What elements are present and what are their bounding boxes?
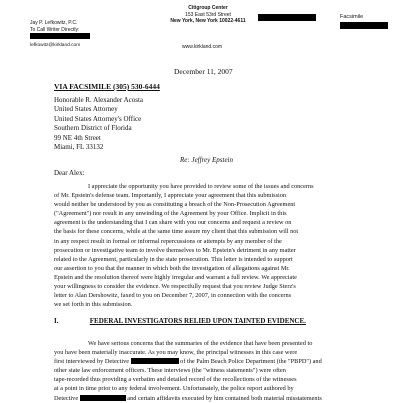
paragraph-line: we set forth in this submission. <box>54 301 133 309</box>
text-fragment: of the Palm Beach Police Department (the "PBPD") and <box>180 358 322 366</box>
addressee-line: United States Attorney <box>54 105 118 114</box>
paragraph-line: letter to Alan Dershowitz, faxed to you on December 7, 2007, in connection with the concerns <box>54 292 292 300</box>
paragraph-line: the basis for these concerns, while at the same time assure my client that this submission will not <box>54 228 299 236</box>
paragraph-line: our assertion to you that the manner in which both the investigation of allegations against Mr. <box>54 264 290 272</box>
paragraph-line: agreement is the understanding that I can share with you our concerns and request a review on <box>54 219 292 227</box>
redaction-bar <box>131 358 179 364</box>
paragraph-line: I appreciate the opportunity you have provided to review some of the issues and concerns <box>88 183 314 190</box>
redaction-bar <box>258 14 316 21</box>
paragraph-2 <box>54 339 366 403</box>
paragraph-line: tape-recorded thus providing a verbatim and detailed record of the recollections of the witnesses <box>54 376 297 384</box>
paragraph-line: prosecution or investigative team to involve themselves to Mr. Epstein's detriment in any matter <box>54 246 296 254</box>
paragraph-line: other state law enforcement officers. These interviews (the "witness statements") were often <box>54 367 286 375</box>
salutation: Dear Alex: <box>54 169 85 177</box>
facsimile-label: Facsimile <box>340 14 364 20</box>
re-subject: Jeffrey Epstein <box>191 156 233 164</box>
addressee-line: Southern District of Florida <box>54 124 132 133</box>
text-fragment: and certain affidavits executed by him contained both material misstatements <box>127 394 322 402</box>
letterhead-line: 153 East 53rd Street <box>185 11 231 18</box>
paragraph-1 <box>54 182 366 309</box>
addressee-line: United States Attorney's Office <box>54 114 142 123</box>
redaction-bar <box>30 33 90 39</box>
paragraph-line: in any respect result in formal or informal repercussions or attempts by any member of the <box>54 237 282 245</box>
sender-email: lefkowitz@kirkland.com <box>30 42 81 48</box>
paragraph-line: your willingness to consider the evidence. We respectfully request that you review Judge Sterz's <box>54 283 296 291</box>
text-fragment: Detective <box>54 394 79 402</box>
sender-phone-redaction-row <box>30 33 90 40</box>
via-facsimile-line: VIA FACSIMILE (305) 530-6444 <box>54 82 160 91</box>
section-number: I. <box>54 317 59 325</box>
addressee-line: 99 NE 4th Street <box>54 133 101 142</box>
re-label: Re: <box>180 156 190 164</box>
letterhead-line: New York, New York 10022-4611 <box>170 18 246 24</box>
re-line <box>180 156 233 164</box>
letterhead-website: www.kirkland.com <box>182 44 223 50</box>
letterhead-line: Citigroup Center <box>188 5 228 11</box>
section-heading <box>54 317 306 325</box>
sender-block <box>30 20 90 49</box>
paragraph-line: ("Agreement") nor result in any unwinding of the Agreement by your Office. Implicit in this <box>54 210 287 218</box>
paragraph-line: Epstein and the resolution thereof were highly irregular and warrant a full review. We appreciate <box>54 273 297 281</box>
paragraph-line-with-redaction <box>54 357 366 366</box>
paragraph-line-with-redaction <box>54 394 366 403</box>
section-title: FEDERAL INVESTIGATORS RELIED UPON TAINTED EVIDENCE. <box>89 317 306 325</box>
letter-date: December 11, 2007 <box>174 67 233 76</box>
addressee-block <box>54 96 143 152</box>
sender-name: Jay P. Lefkowitz, P.C. <box>30 20 78 26</box>
text-fragment: first interviewed by Detective <box>54 358 130 366</box>
facsimile-label-left <box>258 14 316 22</box>
paragraph-line: related to the Agreement, particularly in the state prosecution. This letter is intended to support <box>54 255 293 263</box>
addressee-line: Honorable R. Alexander Acosta <box>54 96 144 104</box>
sender-direct-label: To Call Writer Directly: <box>30 26 80 33</box>
letterhead-address <box>168 5 248 25</box>
paragraph-line: would neither be understood by you as constituting a breach of the Non-Prosecution Agreement <box>54 201 296 209</box>
paragraph-line: of Mr. Epstein's defense team. Importantly, I appreciate your agreement that this submission <box>54 192 287 200</box>
addressee-line: Miami, FL 33132 <box>54 143 104 152</box>
redaction-bar <box>340 22 388 29</box>
paragraph-line: We have serious concerns that the summaries of the evidence that have been presented to <box>88 340 313 347</box>
paragraph-line: at a point in time prior to any federal involvement. Unfortunately, the police report authored by <box>54 385 294 393</box>
paragraph-line: you have been materially inaccurate. As you may know, the principal witnesses in this case were <box>54 349 298 357</box>
